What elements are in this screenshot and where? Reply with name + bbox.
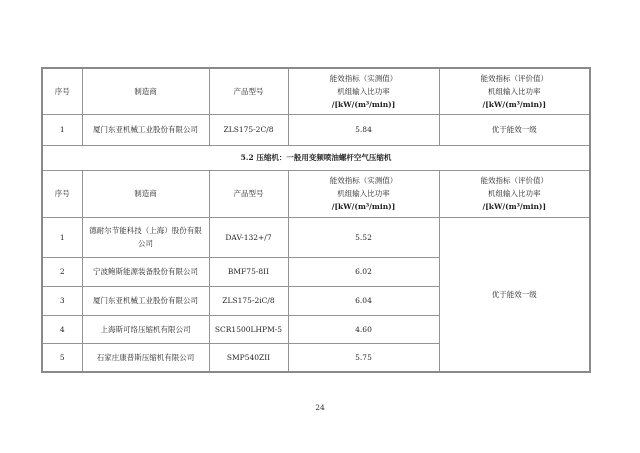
table2-header-row [42,170,590,217]
manufacturer-cell: 上海斯可络压缩机有限公司 [82,315,209,343]
measured-header-unit: /[kW/(m³/min)] [331,202,396,211]
seq-cell: 5 [42,343,82,372]
table1-measured-header-cell [288,68,439,114]
measured-value-cell: 6.04 [288,286,439,315]
measured-header-unit: /[kW/(m³/min)] [331,99,396,109]
table1-model-header-cell: 产品型号 [209,68,288,114]
section-title: 5.2 压缩机：一般用变频喷油螺杆空气压缩机 [42,145,590,170]
model-cell: ZLS175-2C/8 [209,114,288,145]
measured-value-cell: 5.75 [288,343,439,372]
manufacturer-cell: 德耐尔节能科技（上海）股份有限公司 [82,217,209,257]
measured-value-cell: 5.52 [288,217,439,257]
table2-measured-header-cell [288,170,439,217]
seq-cell: 1 [42,217,82,257]
model-cell: BMF75-8II [209,257,288,286]
section-title-row [42,145,590,170]
page-number: 24 [315,403,325,412]
model-cell: DAV-132+/7 [209,217,288,257]
measured-header-line1: 能效指标（实测值） [329,176,398,185]
model-cell: ZLS175-2iC/8 [209,286,288,315]
table2-evaluated-header-cell [439,170,590,217]
measured-header-line1: 能效指标（实测值） [329,73,398,83]
evaluated-header-unit: /[kW/(m³/min)] [482,99,546,109]
measured-value-cell: 6.02 [288,257,439,286]
measured-value-cell: 5.84 [288,114,439,145]
manufacturer-cell: 宁波鲍斯能源装备股份有限公司 [82,257,209,286]
table2-model-header-cell: 产品型号 [209,170,288,217]
manufacturer-cell: 石家庄康普斯压缩机有限公司 [82,343,209,372]
seq-cell: 3 [42,286,82,315]
manufacturer-cell: 厦门东亚机械工业股份有限公司 [82,286,209,315]
evaluated-value-cell: 优于能效一级 [439,114,590,145]
table2-seq-header-cell: 序号 [42,170,82,217]
measured-header-line2: 机组输入比功率 [337,86,390,96]
table1-evaluated-header-cell [439,68,590,114]
evaluated-header-line1: 能效指标（评价值） [480,73,548,83]
evaluated-header-line2: 机组输入比功率 [488,189,541,198]
measured-header-line2: 机组输入比功率 [337,189,390,198]
table2-row [42,217,590,257]
table1-row [42,114,590,145]
seq-cell: 2 [42,257,82,286]
manufacturer-cell: 厦门东亚机械工业股份有限公司 [82,114,209,145]
seq-cell: 1 [42,114,82,145]
table2-manufacturer-header-cell: 制造商 [82,170,209,217]
table1-header-row [42,68,590,114]
energy-efficiency-table [41,67,591,373]
evaluated-header-line1: 能效指标（评价值） [480,176,548,185]
measured-value-cell: 4.60 [288,315,439,343]
seq-cell: 4 [42,315,82,343]
model-cell: SMP540ZII [209,343,288,372]
evaluated-header-unit: /[kW/(m³/min)] [482,202,546,211]
evaluated-merged-cell: 优于能效一级 [439,217,590,372]
table1-seq-header-cell: 序号 [42,68,82,114]
evaluated-header-line2: 机组输入比功率 [488,86,541,96]
model-cell: SCR1500LHPM-5 [209,315,288,343]
table1-manufacturer-header-cell: 制造商 [82,68,209,114]
